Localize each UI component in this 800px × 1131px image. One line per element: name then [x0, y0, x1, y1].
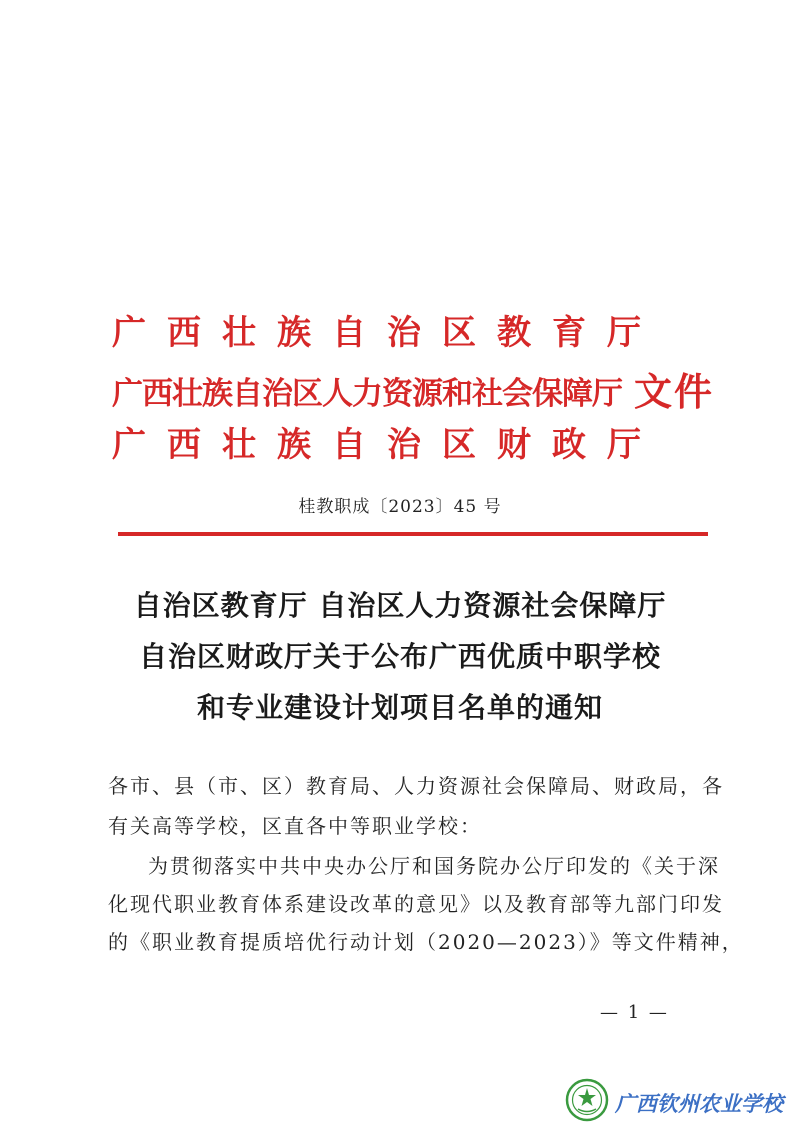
addressee-line-2: 有关高等学校，区直各中等职业学校：	[108, 814, 482, 838]
addressee-line-1: 各市、县（市、区）教育局、人力资源社会保障局、财政局，各	[108, 774, 724, 798]
issuer-hr-department-label: 广西壮族自治区人力资源和社会保障厅	[112, 376, 622, 412]
paragraph-line-1: 为贯彻落实中共中央办公厅和国务院办公厅印发的《关于深	[148, 854, 720, 878]
issuer-education-department: 广西壮族自治区教育厅	[112, 313, 662, 353]
document-word: 文件	[634, 369, 715, 414]
watermark-school-name: 广西钦州农业学校	[615, 1092, 783, 1116]
page-number: — 1 —	[600, 1002, 669, 1023]
red-divider	[118, 532, 708, 536]
school-logo-icon	[565, 1078, 609, 1122]
paragraph-line-3: 的《职业教育提质培优行动计划（2020—2023）》等文件精神，	[108, 930, 744, 954]
paragraph-line-2: 化现代职业教育体系建设改革的意见》以及教育部等九部门印发	[108, 892, 724, 916]
school-watermark	[565, 1078, 800, 1124]
issuer-finance-department: 广西壮族自治区财政厅	[112, 425, 662, 465]
title-line-1: 自治区教育厅 自治区人力资源社会保障厅	[133, 589, 667, 622]
title-line-2: 自治区财政厅关于公布广西优质中职学校	[138, 640, 661, 673]
document-number: 桂教职成〔2023〕45 号	[298, 497, 502, 517]
issuer-hr-department	[112, 369, 715, 414]
title-line-3: 和专业建设计划项目名单的通知	[196, 691, 603, 724]
